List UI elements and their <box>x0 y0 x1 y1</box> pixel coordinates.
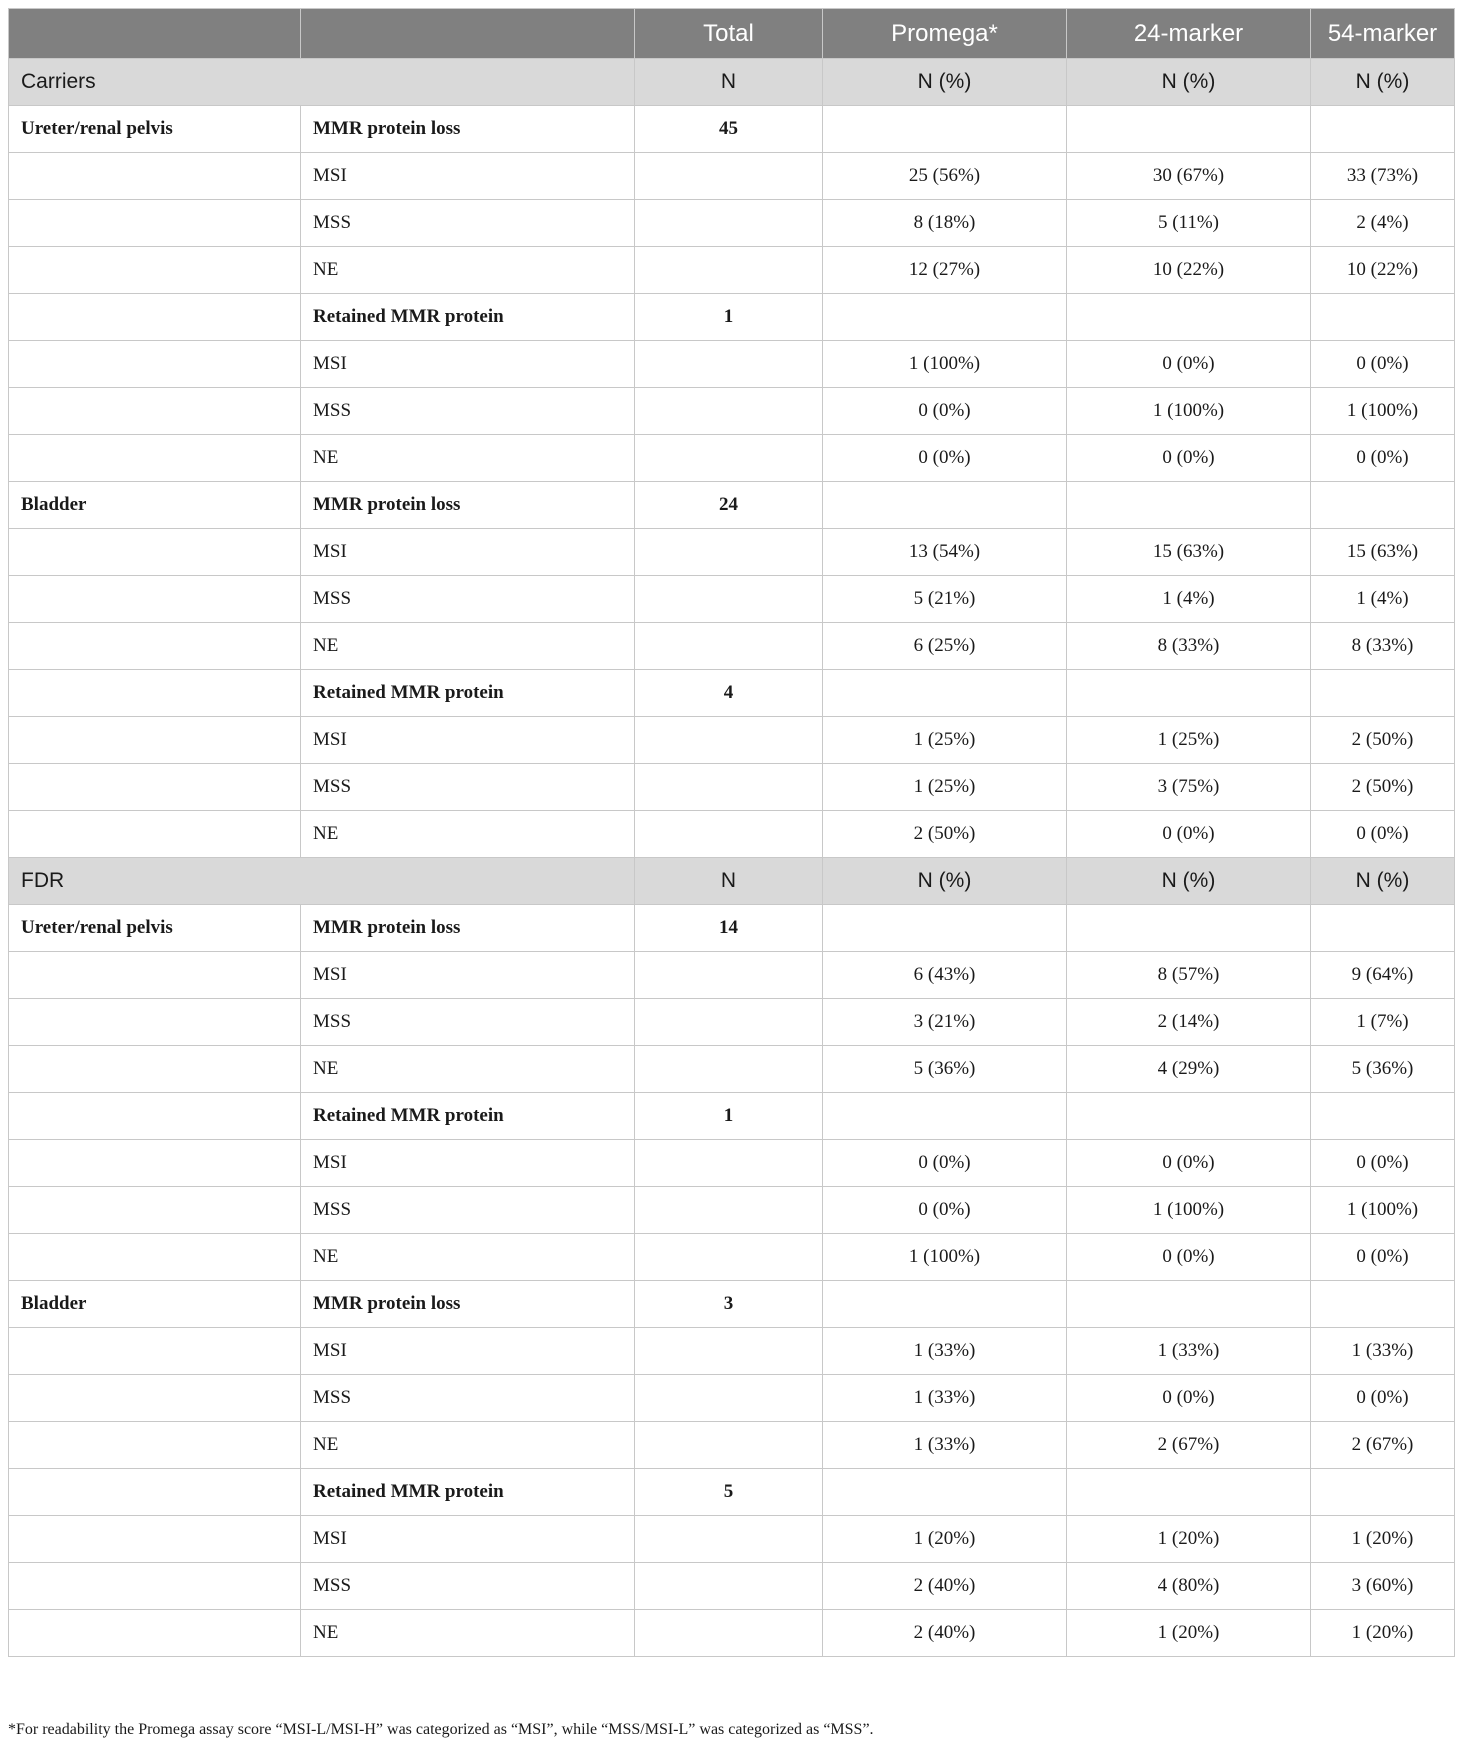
table-row <box>9 1140 1455 1187</box>
empty-cell <box>9 1469 301 1516</box>
result-label: MSI <box>301 1140 635 1187</box>
value-cell: 6 (43%) <box>823 952 1067 999</box>
empty-cell <box>823 294 1067 341</box>
header-cell <box>301 9 635 59</box>
total-count: 14 <box>635 905 823 952</box>
empty-cell <box>823 106 1067 153</box>
value-cell: 15 (63%) <box>1067 529 1311 576</box>
header-promega: Promega* <box>823 9 1067 59</box>
section-pct-label: N (%) <box>1067 59 1311 106</box>
value-cell: 0 (0%) <box>1311 1375 1455 1422</box>
value-cell: 1 (100%) <box>823 1234 1067 1281</box>
value-cell: 0 (0%) <box>823 1140 1067 1187</box>
value-cell: 30 (67%) <box>1067 153 1311 200</box>
empty-cell <box>635 952 823 999</box>
empty-cell <box>823 905 1067 952</box>
empty-cell <box>823 1281 1067 1328</box>
mmr-status-label: Retained MMR protein <box>301 294 635 341</box>
value-cell: 1 (4%) <box>1311 576 1455 623</box>
section-label: FDR <box>9 858 635 905</box>
empty-cell <box>635 1187 823 1234</box>
value-cell: 3 (21%) <box>823 999 1067 1046</box>
value-cell: 1 (20%) <box>1311 1610 1455 1657</box>
value-cell: 4 (29%) <box>1067 1046 1311 1093</box>
table-row <box>9 153 1455 200</box>
empty-cell <box>9 1422 301 1469</box>
table-row <box>9 1375 1455 1422</box>
section-pct-label: N (%) <box>1311 59 1455 106</box>
result-label: MSS <box>301 1563 635 1610</box>
table-row <box>9 388 1455 435</box>
value-cell: 12 (27%) <box>823 247 1067 294</box>
header-row <box>9 9 1455 59</box>
empty-cell <box>635 1328 823 1375</box>
result-label: MSS <box>301 576 635 623</box>
value-cell: 1 (100%) <box>823 341 1067 388</box>
section-n-label: N <box>635 59 823 106</box>
value-cell: 8 (33%) <box>1067 623 1311 670</box>
result-label: NE <box>301 1422 635 1469</box>
value-cell: 0 (0%) <box>1311 435 1455 482</box>
category-row <box>9 1093 1455 1140</box>
empty-cell <box>9 341 301 388</box>
table-row <box>9 1563 1455 1610</box>
empty-cell <box>635 1140 823 1187</box>
mmr-status-label: MMR protein loss <box>301 1281 635 1328</box>
mmr-status-label: Retained MMR protein <box>301 1093 635 1140</box>
value-cell: 13 (54%) <box>823 529 1067 576</box>
section-row <box>9 858 1455 905</box>
empty-cell <box>1067 1469 1311 1516</box>
category-row <box>9 670 1455 717</box>
result-label: NE <box>301 1234 635 1281</box>
empty-cell <box>635 1234 823 1281</box>
result-label: MSI <box>301 529 635 576</box>
site-label: Bladder <box>9 482 301 529</box>
total-count: 4 <box>635 670 823 717</box>
value-cell: 8 (18%) <box>823 200 1067 247</box>
site-label: Ureter/renal pelvis <box>9 905 301 952</box>
table-row <box>9 623 1455 670</box>
mmr-status-label: Retained MMR protein <box>301 670 635 717</box>
empty-cell <box>9 1516 301 1563</box>
value-cell: 2 (40%) <box>823 1610 1067 1657</box>
value-cell: 0 (0%) <box>823 388 1067 435</box>
value-cell: 15 (63%) <box>1311 529 1455 576</box>
table-row <box>9 811 1455 858</box>
empty-cell <box>1311 1093 1455 1140</box>
empty-cell <box>1311 905 1455 952</box>
value-cell: 1 (100%) <box>1311 388 1455 435</box>
value-cell: 0 (0%) <box>1067 1140 1311 1187</box>
value-cell: 2 (50%) <box>823 811 1067 858</box>
empty-cell <box>1067 294 1311 341</box>
table-row <box>9 1422 1455 1469</box>
empty-cell <box>1067 106 1311 153</box>
empty-cell <box>9 529 301 576</box>
table-row <box>9 576 1455 623</box>
section-pct-label: N (%) <box>823 858 1067 905</box>
results-table-container <box>8 8 1454 1657</box>
value-cell: 1 (33%) <box>823 1328 1067 1375</box>
value-cell: 1 (25%) <box>1067 717 1311 764</box>
section-row <box>9 59 1455 106</box>
result-label: MSS <box>301 200 635 247</box>
empty-cell <box>823 1469 1067 1516</box>
result-label: MSI <box>301 341 635 388</box>
header-24-marker: 24-marker <box>1067 9 1311 59</box>
table-row <box>9 200 1455 247</box>
empty-cell <box>1311 1469 1455 1516</box>
empty-cell <box>1067 670 1311 717</box>
result-label: NE <box>301 435 635 482</box>
value-cell: 1 (33%) <box>823 1422 1067 1469</box>
value-cell: 10 (22%) <box>1067 247 1311 294</box>
empty-cell <box>1067 905 1311 952</box>
value-cell: 1 (4%) <box>1067 576 1311 623</box>
total-count: 3 <box>635 1281 823 1328</box>
value-cell: 0 (0%) <box>1067 341 1311 388</box>
total-count: 45 <box>635 106 823 153</box>
value-cell: 2 (14%) <box>1067 999 1311 1046</box>
empty-cell <box>9 952 301 999</box>
value-cell: 1 (100%) <box>1067 1187 1311 1234</box>
result-label: MSS <box>301 1375 635 1422</box>
category-row <box>9 905 1455 952</box>
value-cell: 5 (36%) <box>1311 1046 1455 1093</box>
table-row <box>9 1046 1455 1093</box>
value-cell: 5 (21%) <box>823 576 1067 623</box>
header-cell <box>9 9 301 59</box>
value-cell: 8 (33%) <box>1311 623 1455 670</box>
empty-cell <box>823 670 1067 717</box>
empty-cell <box>9 200 301 247</box>
value-cell: 1 (33%) <box>1311 1328 1455 1375</box>
table-body <box>9 59 1455 1657</box>
value-cell: 0 (0%) <box>1067 1375 1311 1422</box>
empty-cell <box>635 1422 823 1469</box>
empty-cell <box>1311 294 1455 341</box>
category-row <box>9 1281 1455 1328</box>
value-cell: 0 (0%) <box>1067 1234 1311 1281</box>
value-cell: 0 (0%) <box>1311 1234 1455 1281</box>
category-row <box>9 1469 1455 1516</box>
value-cell: 2 (67%) <box>1311 1422 1455 1469</box>
table-row <box>9 1187 1455 1234</box>
value-cell: 2 (50%) <box>1311 717 1455 764</box>
table-row <box>9 1516 1455 1563</box>
table-row <box>9 247 1455 294</box>
value-cell: 1 (7%) <box>1311 999 1455 1046</box>
result-label: MSI <box>301 1328 635 1375</box>
empty-cell <box>635 576 823 623</box>
empty-cell <box>635 1610 823 1657</box>
value-cell: 4 (80%) <box>1067 1563 1311 1610</box>
value-cell: 0 (0%) <box>823 1187 1067 1234</box>
empty-cell <box>9 1093 301 1140</box>
empty-cell <box>635 811 823 858</box>
empty-cell <box>823 482 1067 529</box>
empty-cell <box>9 1610 301 1657</box>
value-cell: 3 (75%) <box>1067 764 1311 811</box>
site-label: Ureter/renal pelvis <box>9 106 301 153</box>
value-cell: 2 (67%) <box>1067 1422 1311 1469</box>
value-cell: 1 (20%) <box>1067 1516 1311 1563</box>
total-count: 24 <box>635 482 823 529</box>
value-cell: 0 (0%) <box>1311 341 1455 388</box>
empty-cell <box>9 388 301 435</box>
section-pct-label: N (%) <box>1311 858 1455 905</box>
result-label: NE <box>301 247 635 294</box>
empty-cell <box>1311 482 1455 529</box>
value-cell: 0 (0%) <box>1067 811 1311 858</box>
value-cell: 1 (20%) <box>1311 1516 1455 1563</box>
result-label: MSS <box>301 1187 635 1234</box>
value-cell: 1 (100%) <box>1067 388 1311 435</box>
result-label: MSI <box>301 1516 635 1563</box>
empty-cell <box>9 153 301 200</box>
empty-cell <box>635 200 823 247</box>
value-cell: 1 (20%) <box>823 1516 1067 1563</box>
result-label: MSI <box>301 952 635 999</box>
table-row <box>9 435 1455 482</box>
empty-cell <box>1311 106 1455 153</box>
empty-cell <box>635 764 823 811</box>
value-cell: 2 (50%) <box>1311 764 1455 811</box>
table-row <box>9 717 1455 764</box>
result-label: MSS <box>301 388 635 435</box>
value-cell: 1 (100%) <box>1311 1187 1455 1234</box>
section-pct-label: N (%) <box>823 59 1067 106</box>
empty-cell <box>9 670 301 717</box>
empty-cell <box>823 1093 1067 1140</box>
value-cell: 0 (0%) <box>1311 1140 1455 1187</box>
empty-cell <box>635 1375 823 1422</box>
section-label: Carriers <box>9 59 635 106</box>
empty-cell <box>9 623 301 670</box>
empty-cell <box>9 1046 301 1093</box>
table-row <box>9 1610 1455 1657</box>
value-cell: 1 (20%) <box>1067 1610 1311 1657</box>
value-cell: 1 (33%) <box>1067 1328 1311 1375</box>
footnote: *For readability the Promega assay score “MSI-L/MSI-H” was categorized as “MSI”, while “MSS/MSI-L” was categorized as “MSS”. <box>8 1721 874 1738</box>
result-label: NE <box>301 623 635 670</box>
empty-cell <box>9 576 301 623</box>
section-pct-label: N (%) <box>1067 858 1311 905</box>
value-cell: 25 (56%) <box>823 153 1067 200</box>
results-table <box>8 8 1455 1657</box>
empty-cell <box>635 1046 823 1093</box>
table-row <box>9 1234 1455 1281</box>
value-cell: 8 (57%) <box>1067 952 1311 999</box>
section-n-label: N <box>635 858 823 905</box>
table-row <box>9 952 1455 999</box>
empty-cell <box>635 388 823 435</box>
total-count: 1 <box>635 294 823 341</box>
value-cell: 0 (0%) <box>823 435 1067 482</box>
value-cell: 10 (22%) <box>1311 247 1455 294</box>
empty-cell <box>1067 482 1311 529</box>
result-label: NE <box>301 811 635 858</box>
category-row <box>9 106 1455 153</box>
empty-cell <box>635 717 823 764</box>
value-cell: 1 (33%) <box>823 1375 1067 1422</box>
category-row <box>9 482 1455 529</box>
result-label: MSS <box>301 764 635 811</box>
value-cell: 3 (60%) <box>1311 1563 1455 1610</box>
result-label: NE <box>301 1046 635 1093</box>
mmr-status-label: Retained MMR protein <box>301 1469 635 1516</box>
empty-cell <box>635 153 823 200</box>
empty-cell <box>9 999 301 1046</box>
empty-cell <box>635 623 823 670</box>
empty-cell <box>9 1234 301 1281</box>
table-row <box>9 764 1455 811</box>
value-cell: 5 (11%) <box>1067 200 1311 247</box>
value-cell: 5 (36%) <box>823 1046 1067 1093</box>
mmr-status-label: MMR protein loss <box>301 482 635 529</box>
empty-cell <box>9 1187 301 1234</box>
empty-cell <box>9 247 301 294</box>
header-total: Total <box>635 9 823 59</box>
site-label: Bladder <box>9 1281 301 1328</box>
empty-cell <box>9 435 301 482</box>
category-row <box>9 294 1455 341</box>
mmr-status-label: MMR protein loss <box>301 106 635 153</box>
total-count: 5 <box>635 1469 823 1516</box>
empty-cell <box>9 1375 301 1422</box>
value-cell: 1 (25%) <box>823 717 1067 764</box>
empty-cell <box>1311 670 1455 717</box>
value-cell: 9 (64%) <box>1311 952 1455 999</box>
value-cell: 0 (0%) <box>1067 435 1311 482</box>
table-row <box>9 999 1455 1046</box>
value-cell: 33 (73%) <box>1311 153 1455 200</box>
empty-cell <box>635 341 823 388</box>
empty-cell <box>9 1140 301 1187</box>
empty-cell <box>1311 1281 1455 1328</box>
value-cell: 1 (25%) <box>823 764 1067 811</box>
value-cell: 2 (40%) <box>823 1563 1067 1610</box>
value-cell: 6 (25%) <box>823 623 1067 670</box>
result-label: MSI <box>301 717 635 764</box>
result-label: NE <box>301 1610 635 1657</box>
empty-cell <box>1067 1093 1311 1140</box>
empty-cell <box>635 529 823 576</box>
table-row <box>9 1328 1455 1375</box>
table-row <box>9 529 1455 576</box>
value-cell: 2 (4%) <box>1311 200 1455 247</box>
empty-cell <box>9 764 301 811</box>
empty-cell <box>635 247 823 294</box>
header-54-marker: 54-marker <box>1311 9 1455 59</box>
empty-cell <box>635 999 823 1046</box>
empty-cell <box>1067 1281 1311 1328</box>
empty-cell <box>9 1563 301 1610</box>
result-label: MSI <box>301 153 635 200</box>
empty-cell <box>9 717 301 764</box>
empty-cell <box>635 1563 823 1610</box>
table-row <box>9 341 1455 388</box>
mmr-status-label: MMR protein loss <box>301 905 635 952</box>
empty-cell <box>9 811 301 858</box>
total-count: 1 <box>635 1093 823 1140</box>
empty-cell <box>9 1328 301 1375</box>
empty-cell <box>635 1516 823 1563</box>
empty-cell <box>9 294 301 341</box>
empty-cell <box>635 435 823 482</box>
result-label: MSS <box>301 999 635 1046</box>
value-cell: 0 (0%) <box>1311 811 1455 858</box>
